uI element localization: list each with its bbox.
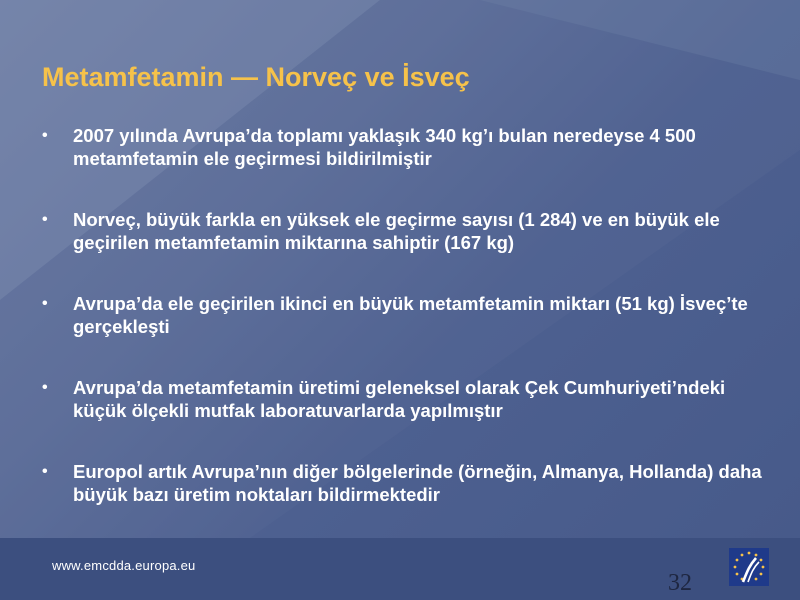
bullet-text: Europol artık Avrupa’nın diğer bölgelerinde (örneğin, Almanya, Hollanda) daha büyük bazı üretim noktaları bildirmektedir: [73, 461, 762, 505]
slide-title: Metamfetamin — Norveç ve İsveç: [42, 62, 470, 92]
bullet-text: Norveç, büyük farkla en yüksek ele geçirme sayısı (1 284) ve en büyük ele geçirilen metamfetamin miktarına sahiptir (167 kg): [73, 209, 720, 253]
emcdda-logo-icon: [729, 548, 769, 586]
bullet-item: [42, 460, 782, 506]
bullet-item: [42, 376, 782, 422]
bullet-text: 2007 yılında Avrupa’da toplamı yaklaşık 340 kg’ı bulan neredeyse 4 500 metamfetamin ele geçirmesi bildirilmiştir: [73, 125, 696, 169]
bullet-marker: •: [42, 463, 48, 480]
bullet-marker: •: [42, 211, 48, 228]
bullet-item: [42, 292, 782, 338]
bullet-text: Avrupa’da ele geçirilen ikinci en büyük metamfetamin miktarı (51 kg) İsveç’te gerçekleşti: [73, 293, 748, 337]
bullet-item: [42, 208, 782, 254]
bullet-item: [42, 124, 782, 170]
bullet-marker: •: [42, 379, 48, 396]
footer-url[interactable]: www.emcdda.europa.eu: [52, 558, 196, 573]
bullet-text: Avrupa’da metamfetamin üretimi geleneksel olarak Çek Cumhuriyeti’ndeki küçük ölçekli mutfak laboratuvarlarda yapılmıştır: [73, 377, 726, 421]
bullet-marker: •: [42, 127, 48, 144]
bullet-marker: •: [42, 295, 48, 312]
slide-number: 32: [668, 570, 692, 596]
bullet-list: [42, 124, 782, 506]
